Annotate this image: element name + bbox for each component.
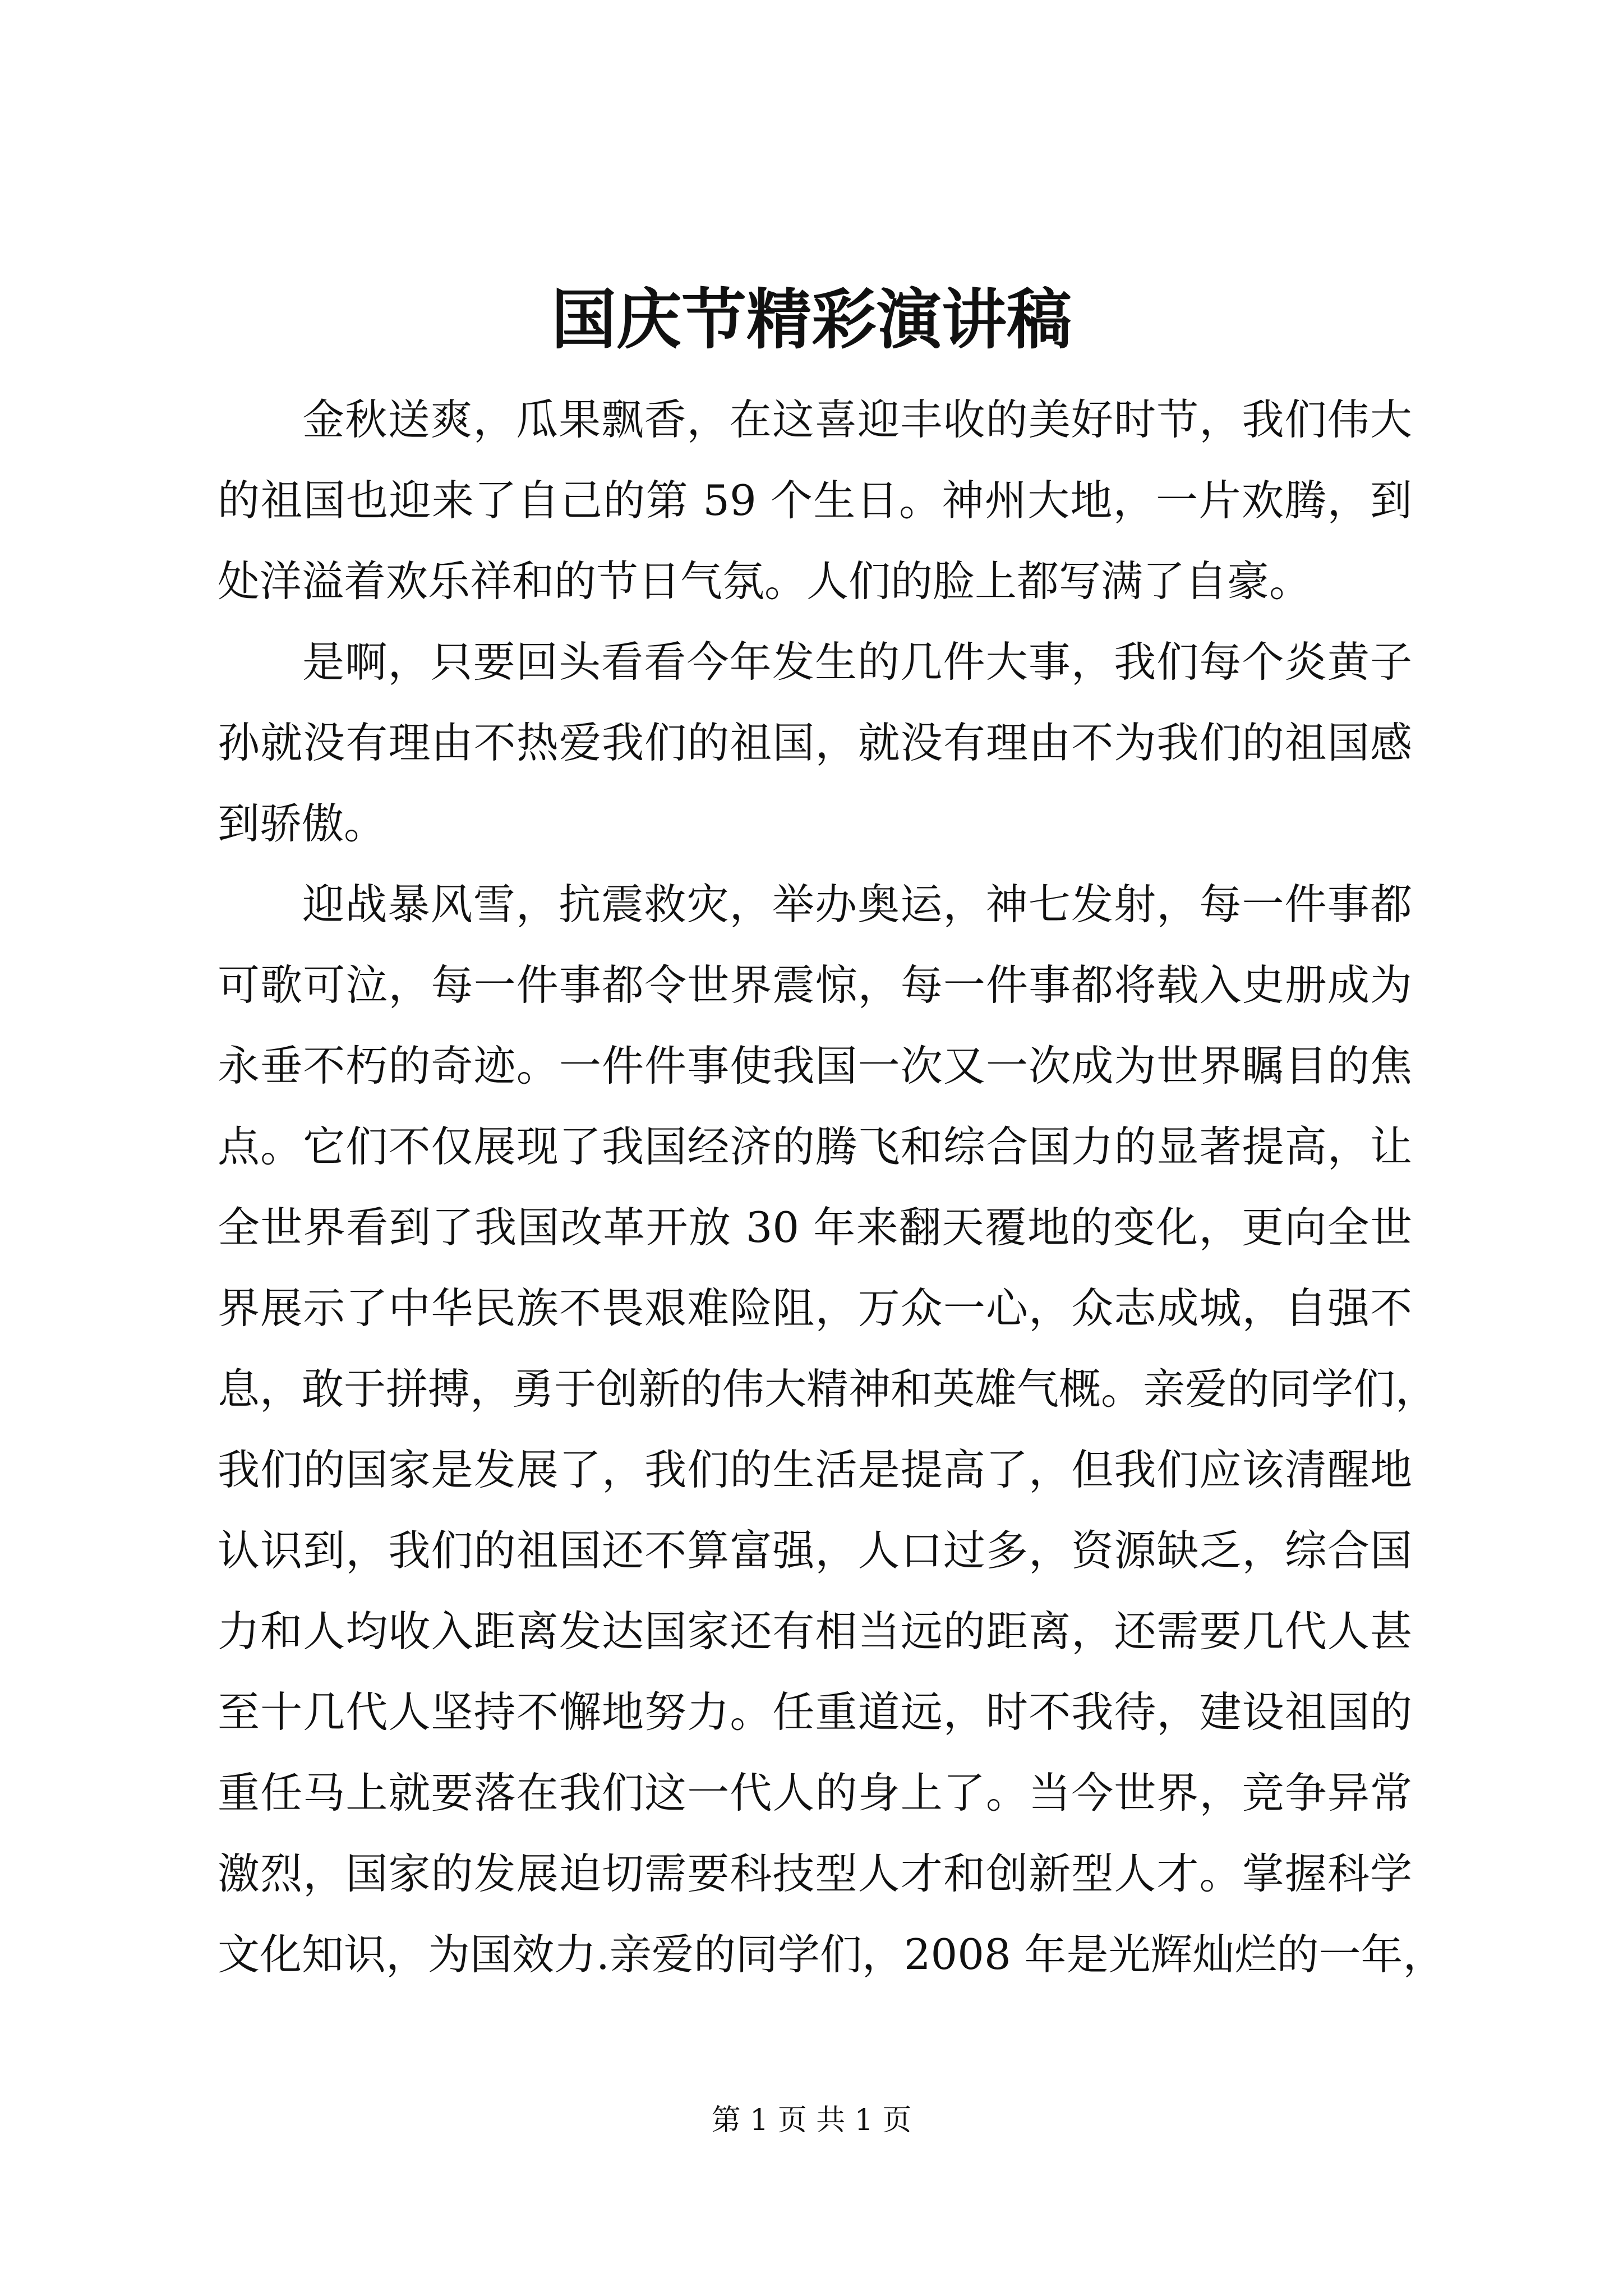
text-line: 点。它们不仅展现了我国经济的腾飞和综合国力的显著提高，让 xyxy=(218,1122,1412,1171)
text-line: 处洋溢着欢乐祥和的节日气氛。人们的脸上都写满了自豪。 xyxy=(218,556,1312,606)
page-footer: 第 1 页 共 1 页 xyxy=(711,2104,912,2137)
document-body xyxy=(218,379,1445,1995)
text-line: 的祖国也迎来了自己的第 59 个生日。神州大地，一片欢腾，到 xyxy=(218,476,1412,525)
text-line: 力和人均收入距离发达国家还有相当远的距离，还需要几代人甚 xyxy=(218,1607,1412,1656)
text-line: 认识到，我们的祖国还不算富强，人口过多，资源缺乏，综合国 xyxy=(218,1526,1412,1575)
text-line: 文化知识，为国效力.亲爱的同学们，2008 年是光辉灿烂的一年， xyxy=(218,1930,1445,1979)
text-line: 永垂不朽的奇迹。一件件事使我国一次又一次成为世界瞩目的焦 xyxy=(218,1041,1412,1091)
paragraph-2 xyxy=(218,622,1412,864)
text-line: 我们的国家是发展了，我们的生活是提高了，但我们应该清醒地 xyxy=(218,1445,1412,1494)
document-title: 国庆节精彩演讲稿 xyxy=(551,282,1072,358)
text-line: 激烈，国家的发展迫切需要科技型人才和创新型人才。掌握科学 xyxy=(218,1849,1412,1898)
text-line: 迎战暴风雪，抗震救灾，举办奥运，神七发射，每一件事都 xyxy=(302,880,1412,929)
paragraph-1 xyxy=(218,379,1412,622)
text-line: 全世界看到了我国改革开放 30 年来翻天覆地的变化，更向全世 xyxy=(218,1203,1412,1252)
text-line: 至十几代人坚持不懈地努力。任重道远，时不我待，建设祖国的 xyxy=(218,1687,1412,1737)
text-line: 息，敢于拼搏，勇于创新的伟大精神和英雄气概。亲爱的同学们， xyxy=(218,1364,1438,1414)
text-line: 到骄傲。 xyxy=(218,799,386,848)
text-line: 界展示了中华民族不畏艰难险阻，万众一心，众志成城，自强不 xyxy=(218,1283,1412,1333)
text-line: 重任马上就要落在我们这一代人的身上了。当今世界，竞争异常 xyxy=(218,1768,1412,1818)
text-line: 孙就没有理由不热爱我们的祖国，就没有理由不为我们的祖国感 xyxy=(218,718,1412,767)
text-line: 金秋送爽，瓜果飘香，在这喜迎丰收的美好时节，我们伟大 xyxy=(302,395,1412,444)
text-line: 是啊，只要回头看看今年发生的几件大事，我们每个炎黄子 xyxy=(302,637,1412,687)
text-line: 可歌可泣，每一件事都令世界震惊，每一件事都将载入史册成为 xyxy=(218,960,1412,1010)
paragraph-3 xyxy=(218,864,1445,1995)
